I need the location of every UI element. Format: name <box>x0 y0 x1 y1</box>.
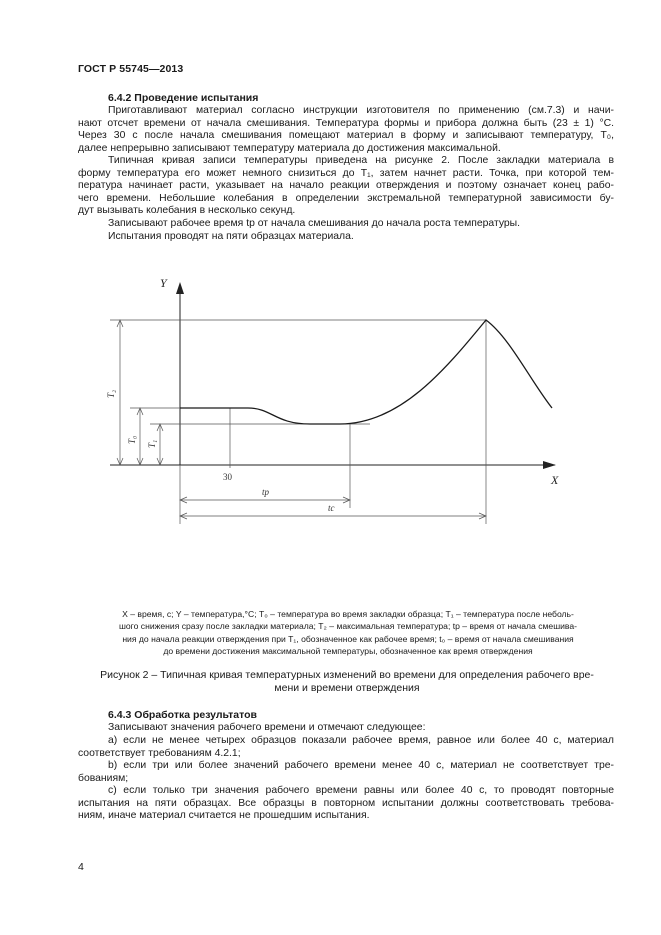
figure-title-line: мени и времени отверждения <box>274 682 420 694</box>
x-axis-arrow <box>543 461 556 469</box>
text-line: форму температура его может немного снизиться до T₁, затем начнет расти. Точка, при которой тем- <box>78 167 614 179</box>
text-line: с) если только три значения рабочего времени равны или более 40 с, то проводят повторные <box>108 785 614 796</box>
figure-title <box>82 669 612 695</box>
text-line: Типичная кривая записи температуры приведена на рисунке 2. После закладки материала в <box>108 155 614 166</box>
text-line: Приготавливают материал согласно инструкции изготовителя по применению (см.7.3) и начи- <box>108 105 614 116</box>
text-line: b) если три или более значений рабочего времени менее 40 с, материал не соответствует тре- <box>108 760 614 771</box>
y-axis-arrow <box>176 282 184 294</box>
legend-line: шого снижения сразу после закладки материала; T₂ – максимальная температура; tp – время от начала смешива- <box>118 621 578 632</box>
x-axis-label: X <box>551 473 559 487</box>
tick-label-30: 30 <box>223 472 232 482</box>
document-code: ГОСТ Р 55745—2013 <box>78 63 184 75</box>
item-b <box>78 760 614 785</box>
item-a <box>78 735 614 760</box>
label-t0: T₀ <box>127 435 137 444</box>
text-line: бованиям; <box>78 772 129 784</box>
text-line: а) если не менее четырех образцов показали рабочее время, равное или более 40 с, материал <box>108 735 614 746</box>
text-line: далее непрерывно записывают температуру материала до достижения максимальной. <box>78 142 501 154</box>
text-line: пература начинает расти, указывает на начало реакции отверждения и поэтому означает конец рабо- <box>78 180 614 192</box>
text-line: испытания на пяти образцах. Все образцы в повторном испытании должны соответствовать требова- <box>78 797 614 809</box>
text-line: Через 30 с после начала смешивания помещают материал в форму и записывают температуру, T₀, <box>78 130 614 142</box>
legend-line: до времени достижения максимальной температуры, обозначенное как время отверждения <box>163 646 533 657</box>
label-tc: tc <box>328 503 335 513</box>
paragraph-working-time: Записывают рабочее время tp от начала смешивания до начала роста температуры. <box>108 218 521 229</box>
paragraph-five-samples: Испытания проводят на пяти образцах материала. <box>108 231 354 242</box>
figure-title-line: Рисунок 2 – Типичная кривая температурных изменений во времени для определения рабочего вре- <box>100 669 594 681</box>
item-c <box>78 785 614 823</box>
label-t1: T₁ <box>147 439 157 448</box>
legend-line: X – время, с; Y – температура,°С; T₀ – температура во время закладки образца; T₁ – температура после неболь- <box>122 609 574 619</box>
text-line: соответствует требованиям 4.2.1; <box>78 747 241 759</box>
text-line: нают отсчет времени от начала смешивания. Температура формы и прибора должна быть (23 ± 1) °С. <box>78 117 614 129</box>
figure-legend <box>78 608 618 658</box>
legend-line: ния до начала реакции отверждения при T₁, обозначенное как рабочее время; t₀ – время от начала смешивания <box>122 633 574 644</box>
text-line: дут вызывать колебания в несколько секунд. <box>78 205 296 217</box>
page-number: 4 <box>78 861 84 873</box>
results-intro: Записывают значения рабочего времени и отмечают следующее: <box>108 722 426 733</box>
text-line: ниям, иначе материал считается не прошедшим испытания. <box>78 810 370 822</box>
section-title-6-4-2: 6.4.2 Проведение испытания <box>108 92 259 104</box>
section-title-6-4-3: 6.4.3 Обработка результатов <box>108 709 257 721</box>
text-line: чего времени. Небольшие колебания в определении экстремальной температурной зависимости бу- <box>78 192 614 204</box>
temperature-curve <box>180 320 552 424</box>
label-t2: T₂ <box>106 389 116 398</box>
y-axis-label: Y <box>160 276 167 290</box>
label-tp: tp <box>262 487 270 497</box>
